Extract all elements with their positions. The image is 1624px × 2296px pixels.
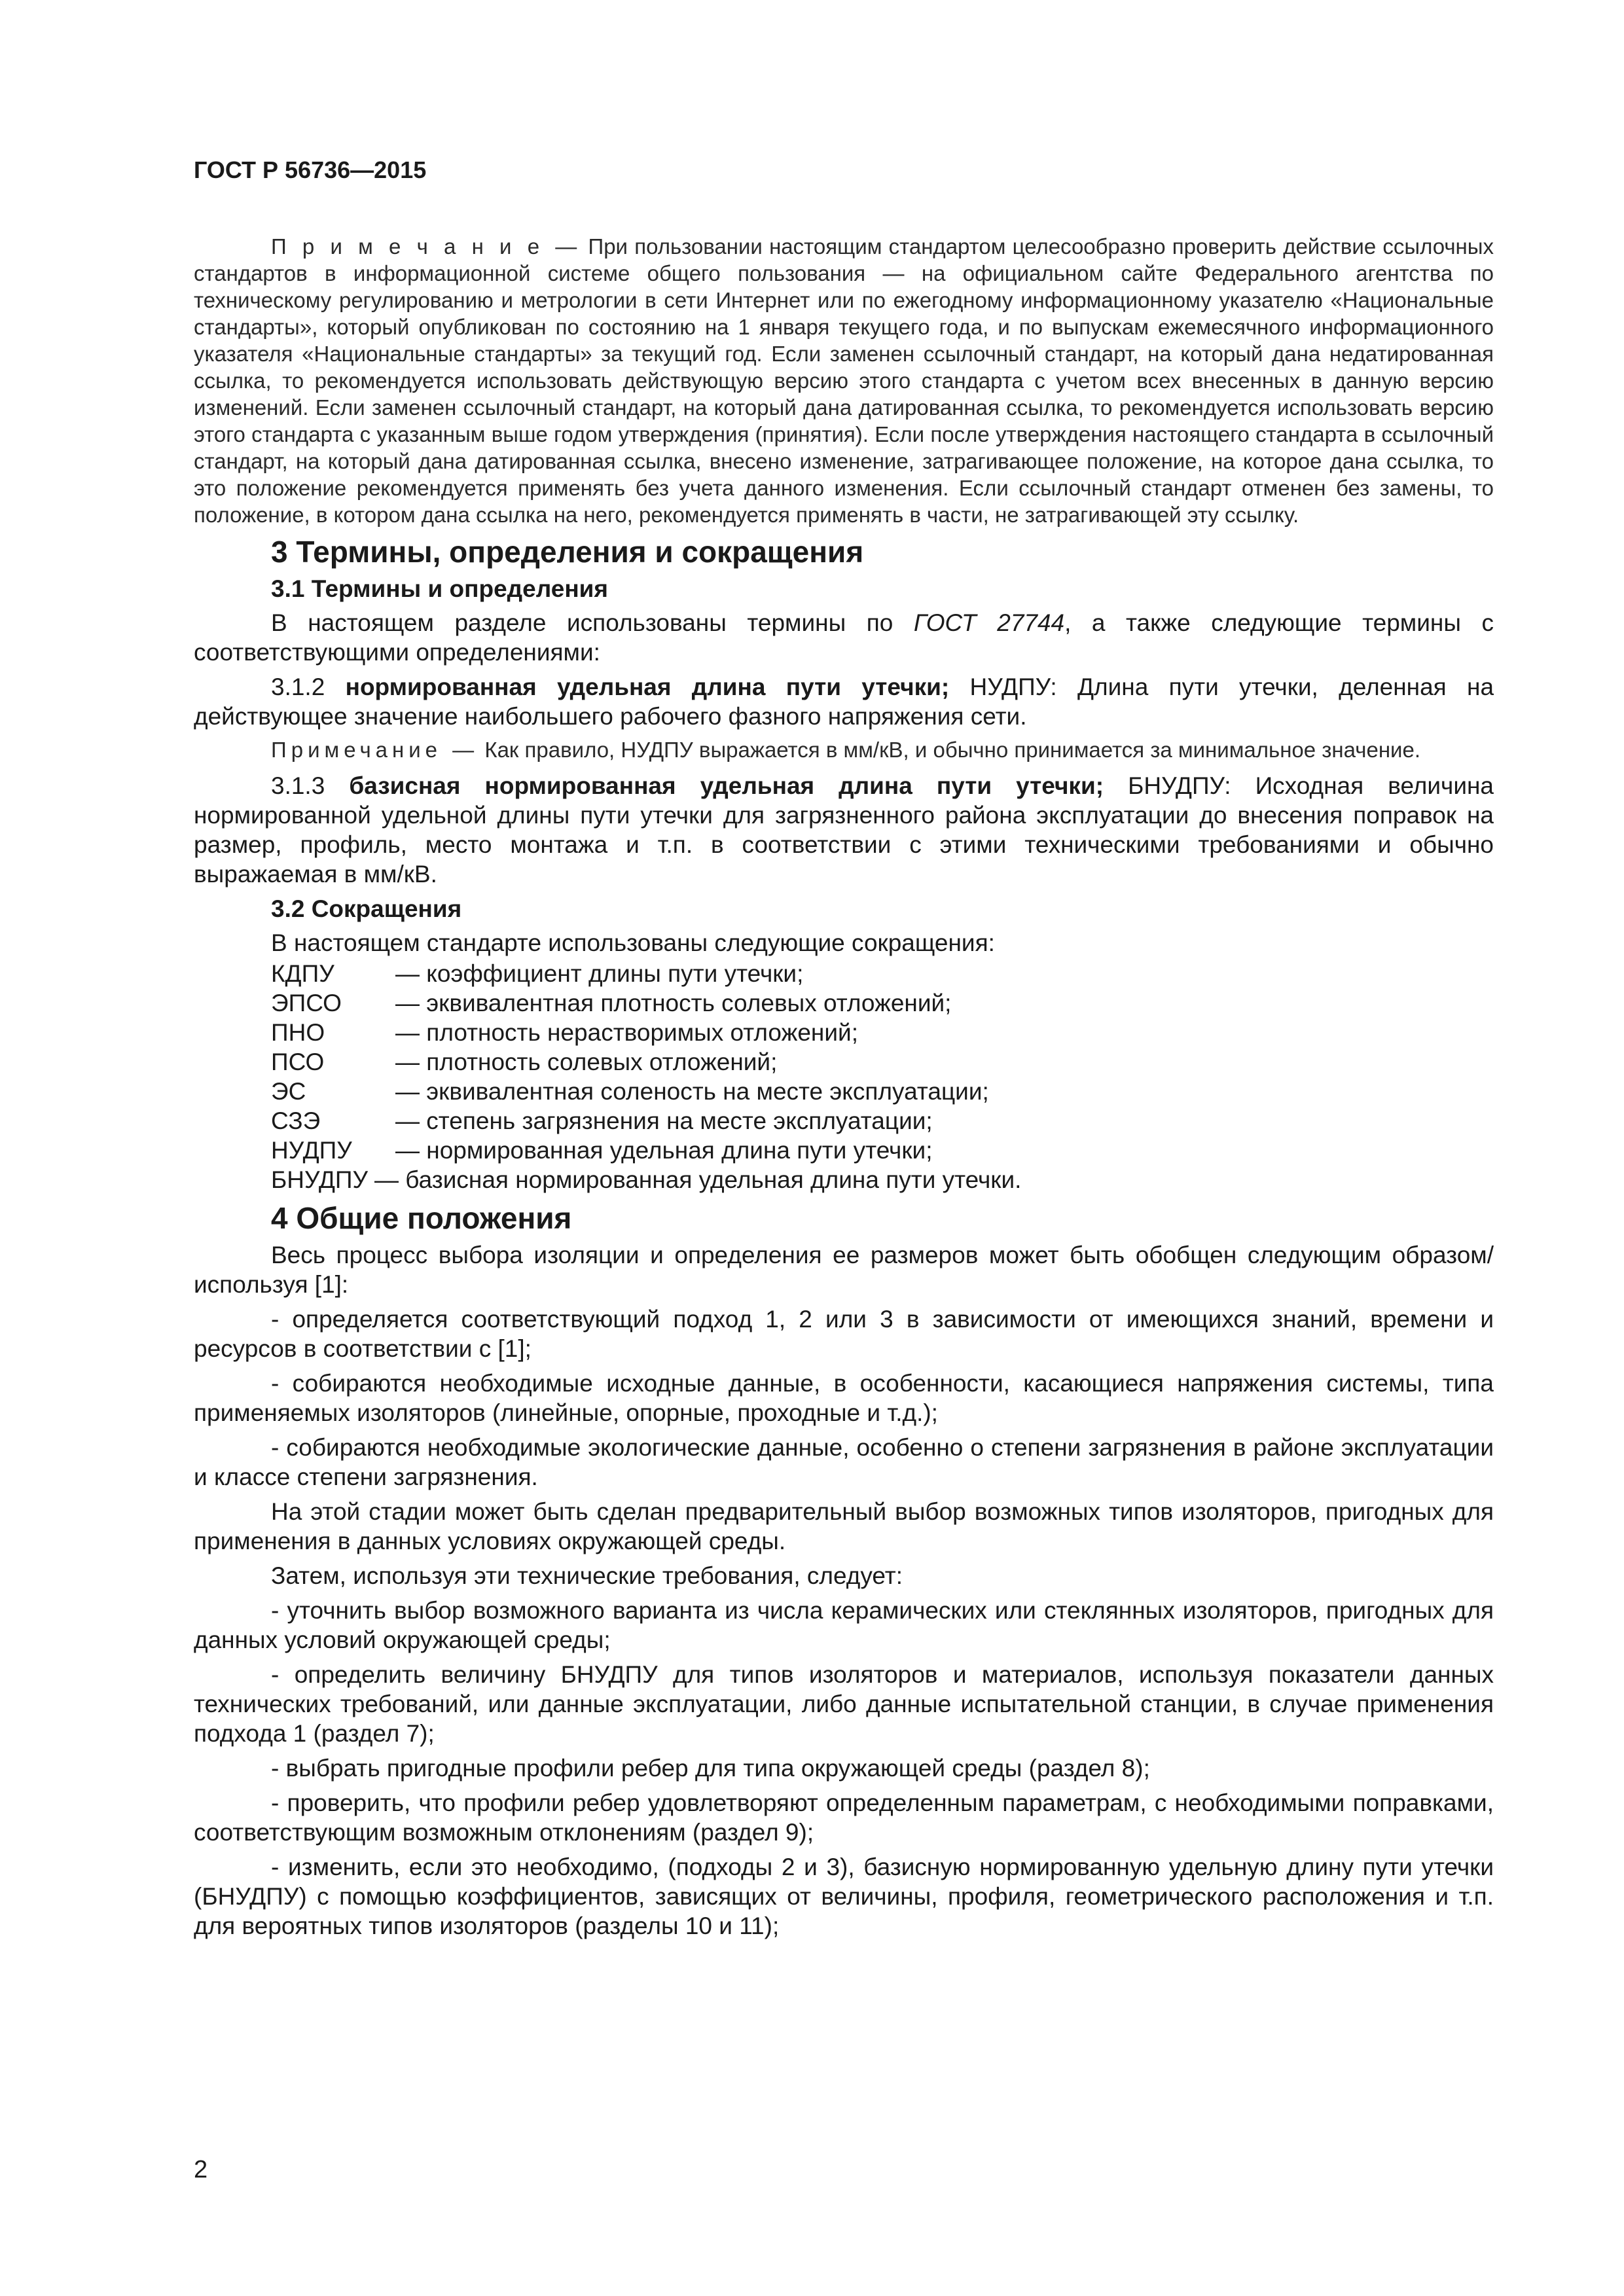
list-item: - проверить, что профили ребер удовлетворяют определенным параметрам, с необходимыми поправками, соответствующим возможным отклонениям (раздел 9); bbox=[194, 1789, 1494, 1846]
term-abbreviation: НУДПУ: bbox=[969, 673, 1057, 700]
term-name: базисная нормированная удельная длина пути утечки; bbox=[349, 772, 1104, 799]
abbreviation-code: ЭС bbox=[271, 1078, 306, 1105]
note-text: Как правило, НУДПУ выражается в мм/кВ, и обычно принимается за минимальное значение. bbox=[484, 738, 1420, 762]
document-code-header: ГОСТ Р 56736—2015 bbox=[194, 156, 427, 183]
paragraph: Весь процесс выбора изоляции и определения ее размеров может быть обобщен следующим образом/ используя [1]: bbox=[194, 1242, 1494, 1298]
term-abbreviation: БНУДПУ: bbox=[1128, 772, 1231, 799]
term-3-1-3 bbox=[194, 771, 1494, 889]
paragraph: Затем, используя эти технические требования, следует: bbox=[271, 1562, 903, 1589]
subsection-3-2-title: 3.2 Сокращения bbox=[271, 895, 462, 922]
subsection-3-1-title: 3.1 Термины и определения bbox=[271, 575, 609, 602]
abbreviation-description: — базисная нормированная удельная длина пути утечки. bbox=[374, 1166, 1022, 1193]
abbreviation-row bbox=[271, 1106, 1494, 1136]
abbreviation-code: НУДПУ bbox=[271, 1137, 352, 1164]
abbreviation-description: — плотность нерастворимых отложений; bbox=[395, 1019, 858, 1046]
reference-note bbox=[194, 233, 1494, 528]
term-3-1-2-note bbox=[194, 736, 1494, 763]
note-text: При пользовании настоящим стандартом целесообразно проверить действие ссылочных стандартов в информационной системе общего пользования — на официальном сайте Федерального агентства по техническому регулированию и метрологии в сети Интернет или по ежегодному информационному указателю «Национальные стандарты», который опубликован по состоянию на 1 января текущего года, и по выпускам ежемесячного информационного указателя «Национальные стандарты» за текущий год. Если заменен ссылочный стандарт, на который дана недатированная ссылка, то рекомендуется использовать действующую версию этого стандарта с учетом всех внесенных в данную версию изменений. Если заменен ссылочный стандарт, на который дана датированная ссылка, то рекомендуется использовать версию этого стандарта с указанным выше годом утверждения (принятия). Если после утверждения настоящего стандарта в ссылочный стандарт, на который дана датированная ссылка, внесено изменение, затрагивающее положение, на которое дана ссылка, то это положение рекомендуется применять без учета данного изменения. Если ссылочный стандарт отменен без замены, то положение, в котором дана ссылка на него, рекомендуется применять в части, не затрагивающей эту ссылку. bbox=[194, 234, 1494, 527]
abbreviation-description: — эквивалентная соленость на месте эксплуатации; bbox=[395, 1078, 989, 1105]
abbreviation-row bbox=[271, 1136, 1494, 1165]
list-item: - изменить, если это необходимо, (подходы 2 и 3), базисную нормированную удельную длину пути утечки (БНУДПУ) с помощью коэффициентов, зависящих от величины, профиля, геометрического расположения и т.п. для вероятных типов изоляторов (разделы 10 и 11); bbox=[194, 1854, 1494, 1939]
term-definition: Длина пути утечки, деленная на действующее значение наибольшего рабочего фазного напряжения сети. bbox=[194, 673, 1494, 730]
list-item: - уточнить выбор возможного варианта из числа керамических или стеклянных изоляторов, пригодных для данных условий окружающей среды; bbox=[194, 1597, 1494, 1653]
term-3-1-2 bbox=[194, 672, 1494, 731]
abbreviation-description: — эквивалентная плотность солевых отложений; bbox=[395, 990, 952, 1016]
term-definition: Исходная величина нормированной удельной длины пути утечки для загрязненного района эксплуатации до внесения поправок на размер, профиль, место монтажа и т.п. в соответствии с этими техническими требованиями и обычно выражаемая в мм/кВ. bbox=[194, 772, 1494, 888]
note-label: Примечание — bbox=[271, 738, 479, 762]
section-4-title: 4 Общие положения bbox=[271, 1201, 572, 1235]
abbreviation-description: — коэффициент длины пути утечки; bbox=[395, 960, 804, 987]
abbreviation-description: — степень загрязнения на месте эксплуатации; bbox=[395, 1107, 933, 1134]
abbreviation-description: — нормированная удельная длина пути утечки; bbox=[395, 1137, 933, 1164]
abbreviation-row bbox=[271, 959, 1494, 988]
page-number: 2 bbox=[194, 2156, 208, 2183]
abbreviation-row bbox=[271, 988, 1494, 1018]
abbreviations-intro: В настоящем стандарте использованы следующие сокращения: bbox=[271, 929, 995, 956]
list-item: - выбрать пригодные профили ребер для типа окружающей среды (раздел 8); bbox=[271, 1755, 1150, 1782]
abbreviation-code: ПНО bbox=[271, 1019, 325, 1046]
terms-intro bbox=[194, 608, 1494, 667]
section-3-title: 3 Термины, определения и сокращения bbox=[271, 535, 864, 569]
page-content bbox=[194, 156, 1494, 1946]
list-item: - собираются необходимые исходные данные, в особенности, касающиеся напряжения системы, типа применяемых изоляторов (линейные, опорные, проходные и т.д.); bbox=[194, 1370, 1494, 1426]
terms-intro-before: В настоящем разделе использованы термины по bbox=[271, 609, 914, 636]
abbreviation-code: СЗЭ bbox=[271, 1107, 321, 1134]
term-name: нормированная удельная длина пути утечки; bbox=[345, 673, 950, 700]
abbreviation-code: БНУДПУ bbox=[271, 1166, 368, 1193]
terms-intro-reference: ГОСТ 27744 bbox=[913, 609, 1065, 636]
abbreviation-code: ЭПСО bbox=[271, 990, 342, 1016]
term-number: 3.1.3 bbox=[271, 772, 325, 799]
term-number: 3.1.2 bbox=[271, 673, 325, 700]
abbreviation-row bbox=[271, 1018, 1494, 1047]
paragraph: На этой стадии может быть сделан предварительный выбор возможных типов изоляторов, пригодных для применения в данных условиях окружающей среды. bbox=[194, 1498, 1494, 1554]
note-label: П р и м е ч а н и е — bbox=[271, 234, 582, 259]
list-item: - собираются необходимые экологические данные, особенно о степени загрязнения в районе эксплуатации и классе степени загрязнения. bbox=[194, 1434, 1494, 1490]
abbreviation-row bbox=[271, 1165, 1494, 1194]
abbreviation-code: ПСО bbox=[271, 1049, 325, 1075]
abbreviations-list bbox=[271, 959, 1494, 1194]
abbreviation-description: — плотность солевых отложений; bbox=[395, 1049, 778, 1075]
list-item: - определить величину БНУДПУ для типов изоляторов и материалов, используя показатели данных технических требований, или данные эксплуатации, либо данные испытательной станции, в случае применения подхода 1 (раздел 7); bbox=[194, 1661, 1494, 1747]
abbreviation-row bbox=[271, 1077, 1494, 1106]
terms-intro-after: , а также следующие термины с соответствующими определениями: bbox=[194, 609, 1494, 666]
abbreviation-code: КДПУ bbox=[271, 960, 334, 987]
abbreviation-row bbox=[271, 1047, 1494, 1077]
list-item: - определяется соответствующий подход 1, 2 или 3 в зависимости от имеющихся знаний, времени и ресурсов в соответствии с [1]; bbox=[194, 1306, 1494, 1362]
